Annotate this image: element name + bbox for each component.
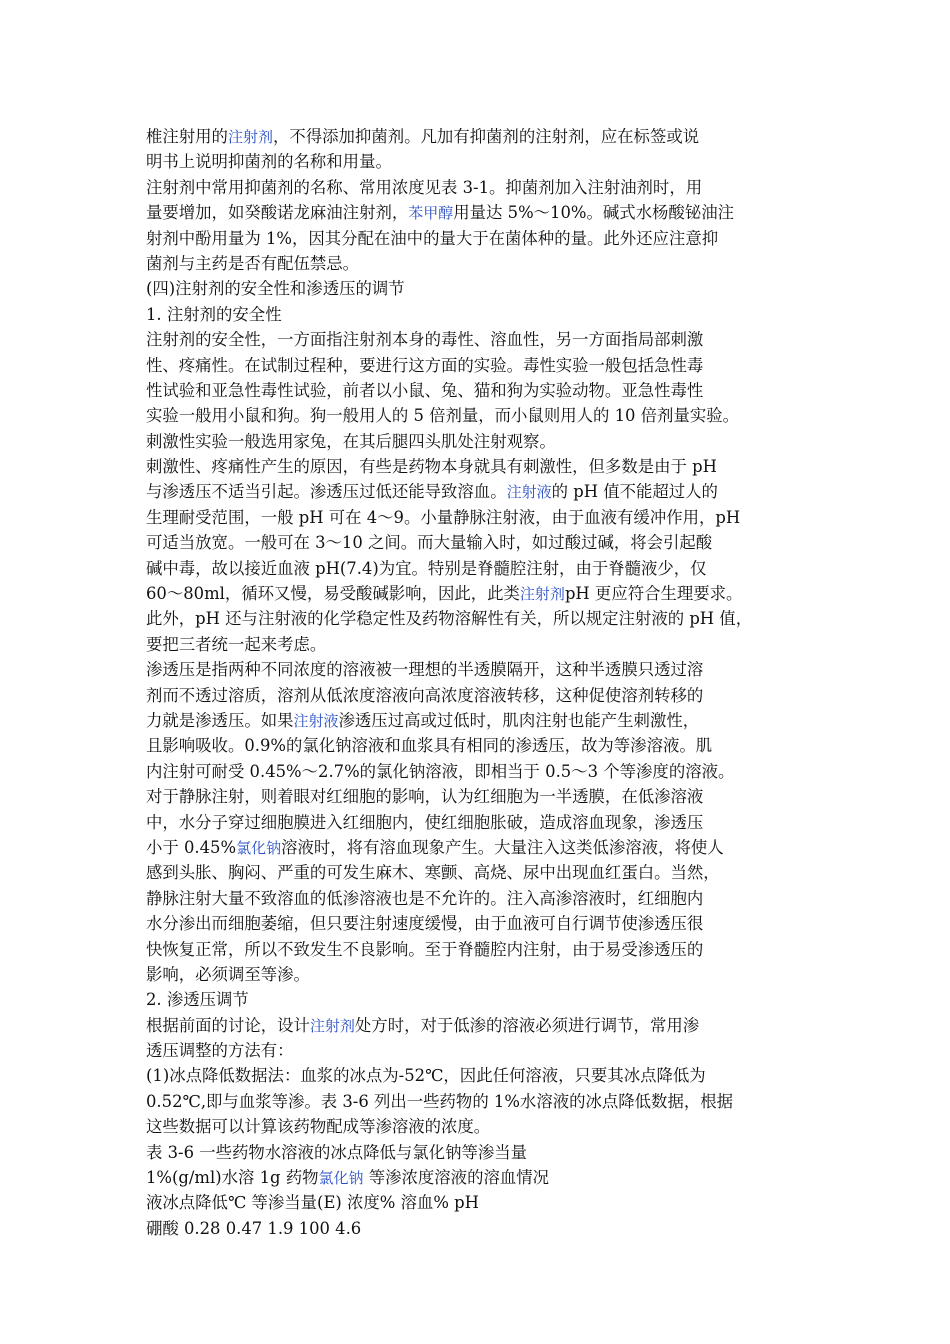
text-segment: 注射剂的安全性，一方面指注射剂本身的毒性、溶血性，另一方面指局部刺激 — [146, 330, 704, 350]
text-line — [146, 1140, 826, 1165]
text-segment: 的 pH 值不能超过人的 — [551, 482, 718, 502]
text-line — [146, 886, 826, 911]
text-segment: (1)冰点降低数据法：血浆的冰点为-52℃，因此任何溶液，只要其冰点降低为 — [146, 1066, 706, 1086]
text-segment: 处方时，对于低渗的溶液必须进行调节，常用渗 — [354, 1015, 700, 1035]
text-line — [146, 784, 826, 809]
text-line — [146, 226, 826, 251]
text-segment: 刺激性实验一般选用家兔，在其后腿四头肌处注射观察。 — [146, 431, 556, 451]
text-line — [146, 937, 826, 962]
text-line — [146, 1089, 826, 1114]
text-line — [146, 683, 826, 708]
text-segment: 水分渗出而细胞萎缩，但只要注射速度缓慢，由于血液可自行调节使渗透压很 — [146, 914, 704, 934]
text-segment: 静脉注射大量不致溶血的低渗溶液也是不允许的。注入高渗溶液时，红细胞内 — [146, 888, 704, 908]
text-line — [146, 733, 826, 758]
text-line — [146, 200, 826, 225]
text-line — [146, 987, 826, 1012]
text-segment: (四)注射剂的安全性和渗透压的调节 — [146, 279, 405, 299]
text-line — [146, 1216, 826, 1241]
text-segment: 且影响吸收。0.9%的氯化钠溶液和血浆具有相同的渗透压，故为等渗溶液。肌 — [146, 736, 713, 756]
text-line — [146, 632, 826, 657]
text-segment: 对于静脉注射，则着眼对红细胞的影响，认为红细胞为一半透膜，在低渗溶液 — [146, 787, 704, 807]
text-line — [146, 403, 826, 428]
text-line — [146, 327, 826, 352]
text-line — [146, 1165, 826, 1190]
text-segment: 渗透压是指两种不同浓度的溶液被一理想的半透膜隔开，这种半透膜只透过溶 — [146, 660, 704, 680]
text-line — [146, 581, 826, 606]
text-line — [146, 1038, 826, 1063]
text-segment: 与渗透压不适当引起。渗透压过低还能导致溶血。 — [146, 482, 507, 502]
text-segment: 用量达 5%～10%。碱式水杨酸铋油注 — [453, 203, 734, 223]
text-segment: 中，水分子穿过细胞膜进入红细胞内，使红细胞胀破，造成溶血现象，渗透压 — [146, 812, 704, 832]
text-segment: ，不得添加抑菌剂。凡加有抑菌剂的注射剂，应在标签或说 — [272, 127, 700, 146]
text-segment: 性试验和亚急性毒性试验，前者以小鼠、兔、猫和狗为实验动物。亚急性毒性 — [146, 380, 704, 400]
text-segment: 碱中毒，故以接近血液 pH(7.4)为宜。特别是脊髓腔注射，由于脊髓液少，仅 — [146, 558, 707, 578]
text-segment: 注射剂中常用抑菌剂的名称、常用浓度见表 3-1。抑菌剂加入注射油剂时，用 — [146, 177, 703, 197]
text-line — [146, 530, 826, 555]
text-segment: 60～80ml，循环又慢，易受酸碱影响，因此，此类 — [146, 584, 520, 604]
text-segment: 生理耐受范围，一般 pH 可在 4～9。小量静脉注射液，由于血液有缓冲作用，pH — [146, 507, 741, 527]
keyword-link[interactable]: 注射液 — [506, 483, 552, 502]
document-body — [146, 124, 826, 1241]
text-segment: 等渗浓度溶液的溶血情况 — [363, 1168, 550, 1188]
keyword-link[interactable]: 氯化钠 — [236, 838, 282, 857]
text-segment: pH 更应符合生理要求。 — [564, 584, 743, 604]
text-segment: 硼酸 0.28 0.47 1.9 100 4.6 — [146, 1218, 362, 1238]
text-segment: 此外，pH 还与注射液的化学稳定性及药物溶解性有关，所以规定注射液的 pH 值， — [146, 609, 753, 629]
text-segment: 力就是渗透压。如果 — [146, 710, 294, 730]
text-line — [146, 175, 826, 200]
keyword-link[interactable]: 注射剂 — [309, 1016, 355, 1035]
text-segment: 菌剂与主药是否有配伍禁忌。 — [146, 253, 360, 273]
text-line — [146, 708, 826, 733]
keyword-link[interactable]: 注射液 — [293, 711, 339, 730]
text-line — [146, 835, 826, 860]
text-line — [146, 479, 826, 504]
text-segment: 快恢复正常，所以不致发生不良影响。至于脊髓腔内注射，由于易受渗透压的 — [146, 939, 704, 959]
text-segment: 明书上说明抑菌剂的名称和用量。 — [146, 152, 392, 172]
text-segment: 刺激性、疼痛性产生的原因，有些是药物本身就具有刺激性，但多数是由于 pH — [146, 457, 717, 477]
text-segment: 表 3-6 一些药物水溶液的冰点降低与氯化钠等渗当量 — [146, 1142, 528, 1162]
keyword-link[interactable]: 氯化钠 — [318, 1169, 364, 1188]
text-segment: 透压调整的方法有： — [146, 1041, 294, 1061]
text-line — [146, 276, 826, 301]
text-line — [146, 378, 826, 403]
text-line — [146, 1190, 826, 1215]
text-segment: 影响，必须调至等渗。 — [146, 964, 310, 984]
text-line — [146, 962, 826, 987]
text-line — [146, 657, 826, 682]
text-segment: 2. 渗透压调节 — [146, 990, 249, 1010]
text-segment: 根据前面的讨论，设计 — [146, 1015, 310, 1035]
text-segment: 实验一般用小鼠和狗。狗一般用人的 5 倍剂量，而小鼠则用人的 10 倍剂量实验。 — [146, 406, 740, 426]
text-line — [146, 124, 826, 149]
text-line — [146, 759, 826, 784]
text-segment: 要把三者统一起来考虑。 — [146, 634, 327, 654]
text-line — [146, 454, 826, 479]
text-line — [146, 302, 826, 327]
text-segment: 0.52℃,即与血浆等渗。表 3-6 列出一些药物的 1%水溶液的冰点降低数据，根据 — [146, 1091, 734, 1111]
text-segment: 椎注射用的 — [146, 127, 228, 146]
text-segment: 感到头胀、胸闷、严重的可发生麻木、寒颤、高烧、尿中出现血红蛋白。当然， — [146, 863, 720, 883]
text-segment: 液冰点降低℃ 等渗当量(E) 浓度% 溶血% pH — [146, 1193, 479, 1213]
text-line — [146, 353, 826, 378]
text-segment: 射剂中酚用量为 1%，因其分配在油中的量大于在菌体种的量。此外还应注意抑 — [146, 228, 719, 248]
text-segment: 可适当放宽。一般可在 3～10 之间。而大量输入时，如过酸过碱，将会引起酸 — [146, 533, 713, 553]
text-segment: 性、疼痛性。在试制过程种，要进行这方面的实验。毒性实验一般包括急性毒 — [146, 355, 704, 375]
text-line — [146, 1013, 826, 1038]
text-line — [146, 429, 826, 454]
text-segment: 小于 0.45% — [146, 837, 237, 857]
text-line — [146, 1114, 826, 1139]
text-line — [146, 606, 826, 631]
keyword-link[interactable]: 苯甲醇 — [408, 204, 454, 223]
text-line — [146, 149, 826, 174]
text-line — [146, 556, 826, 581]
text-line — [146, 1063, 826, 1088]
text-line — [146, 505, 826, 530]
text-line — [146, 810, 826, 835]
text-segment: 溶液时，将有溶血现象产生。大量注入这类低渗溶液，将使人 — [281, 837, 724, 857]
text-segment: 渗透压过高或过低时，肌肉注射也能产生刺激性， — [338, 710, 700, 730]
text-segment: 量要增加，如癸酸诺龙麻油注射剂， — [146, 203, 409, 223]
text-line — [146, 911, 826, 936]
text-segment: 内注射可耐受 0.45%～2.7%的氯化钠溶液，即相当于 0.5～3 个等渗度的溶液。 — [146, 761, 735, 781]
text-segment: 1. 注射剂的安全性 — [146, 304, 282, 324]
text-segment: 这些数据可以计算该药物配成等渗溶液的浓度。 — [146, 1117, 491, 1137]
keyword-link[interactable]: 注射剂 — [227, 128, 273, 146]
text-segment: 剂而不透过溶质，溶剂从低浓度溶液向高浓度溶液转移，这种促使溶剂转移的 — [146, 685, 704, 705]
text-segment: 1%(g/ml)水溶 1g 药物 — [146, 1168, 319, 1188]
keyword-link[interactable]: 注射剂 — [519, 585, 565, 604]
text-line — [146, 251, 826, 276]
text-line — [146, 860, 826, 885]
